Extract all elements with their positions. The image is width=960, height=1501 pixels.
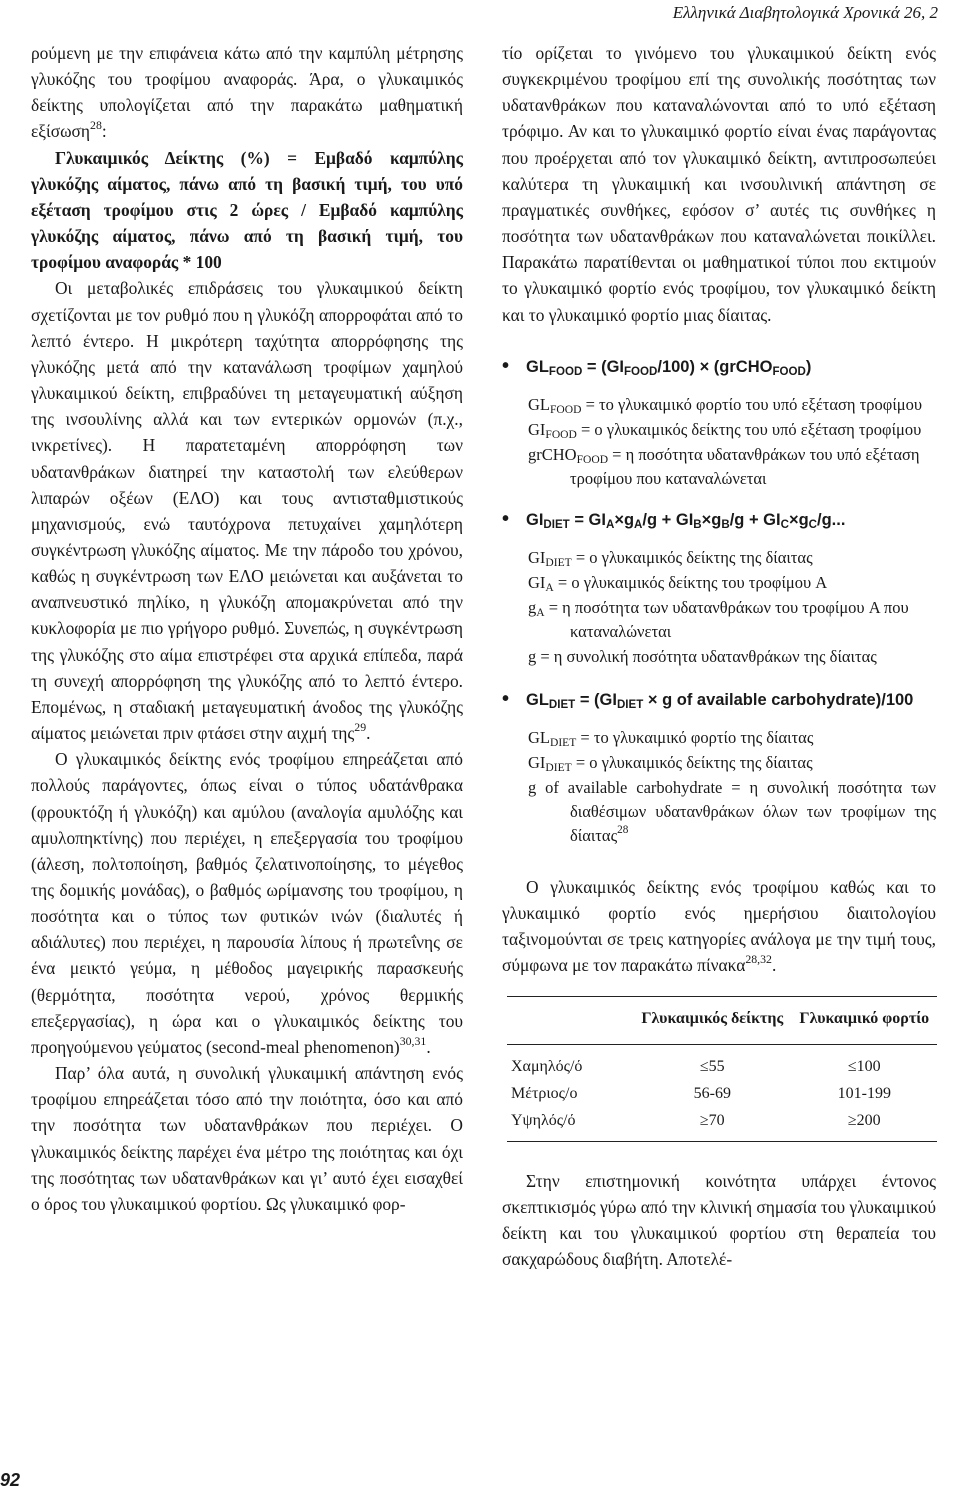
page-number: 92 [0,1470,21,1490]
classification-table [507,996,937,1141]
table-cell: ≥70 [699,1111,725,1129]
table-cell: ≤100 [847,1057,881,1075]
formula-gl-diet: • $GL_{DIET} = (GI_{DIET} \times g$ of available carbohydrate)/100 [502,687,914,711]
running-head: Ελληνικά Διαβητολογικά Χρονικά 26, 2 [672,3,938,22]
table-header-cell [507,997,633,1044]
glycemic-index-formula: Γλυκαιμικός Δείκτης (%) = Εμβαδό καμπύλης γλυκόζης αίματος, πάνω από τη βασική τιμή, του υπό εξέταση τροφίμου στις 2 ώρες / Εμβαδό καμπύλης γλυκόζης αίματος, πάνω από τη βασική τιμή, του τροφίμου αναφοράς * 100 [31,147,463,273]
formula-gi-diet-definitions [502,546,936,669]
paragraph-classification: Ο γλυκαιμικός δείκτης ενός τροφίμου καθώς και το γλυκαιμικό φορτίο ενός ημερήσιου διαιτολογίου ταξινομούνται σε τρεις κατηγορίες ανάλογα με την τιμή τους, σύμφωνα με τον παρακάτω πίνακα$^{28,32}$. [502,876,936,976]
definition-item: $GL_{FOOD} = \tau o$ γλυκαιμικό φορτίο του υπό εξέταση τροφίμου [528,394,923,416]
citation: 28 [617,823,629,836]
definition-item: $GI_A = o$ γλυκαιμικός δείκτης του τροφίμου A [528,572,828,594]
definition-item: grCHO$_{FOOD}$ = η ποσότητα υδατανθράκων του υπό εξέταση τροφίμου που καταναλώνεται [528,444,920,488]
table-cell: Χαμηλός/ό [511,1057,583,1075]
formula-gl-food-definitions [502,393,936,491]
table-row [507,1107,937,1142]
bullet-icon: • [502,687,510,710]
table-cell: 56-69 [693,1084,731,1102]
definition-item: $GL_{DIET} = \tau o$ γλυκαιμικό φορτίο της δίαιτας [528,727,814,749]
right-column [502,40,936,1272]
paragraph-metabolic-effects: Οι μεταβολικές επιδράσεις του γλυκαιμικού δείκτη σχετίζονται με τον ρυθμό που η γλυκόζη απορροφάται από το λεπτό έντερο. Η μικρότερη ταχύτητα απορρόφησης της γλυκόζης μετά από την κατανάλωση τροφίμων χαμηλού γλυκαιμικού δείκτη, επιβραδύνει τη μεταγευματική αύξηση της ινσουλίνης αλλά και των εντερικών ορμονών (π.χ., ινκρετίνες). Η παρατεταμένη απορρόφηση των υδατανθράκων διατηρεί την καταστολή των ελεύθερων λιπαρών οξέων (ΕΛΟ) και τους αντισταθμιστικούς μηχανισμούς, ενώ ταυτόχρονα πετυχαίνει χαμηλότερη συγκέντρωση γλυκόζης αίματος. Με την πάροδο του χρόνου, καθώς η συγκέντρωση των ΕΛΟ μειώνεται και αυξάνεται το αναπνευστικό πηλίκο, η γλυκόζη απομακρύνεται από την κυκλοφορία με πιο γρήγορο ρυθμό. Συνεπώς, η συγκέντρωση της γλυκόζης στο αίμα επιστρέφει στα αρχικά επίπεδα, παρά τη συνεχή απορρόφηση της γλυκόζης από το λεπτό έντερο. Επομένως, η σταδιακή μεταγευματική άνοδος της γλυκόζης αίματος μειώνεται πριν φτάσει στην αιχμή της$^{29}$. [31,278,463,744]
table-row [507,1080,937,1107]
formula-gl-food: • $GL_{FOOD} = (GI_{FOOD}/100)$ × (grCHO$_{FOOD}$) [502,354,812,378]
table-header-cell: Γλυκαιμικός δείκτης [641,1010,784,1028]
bullet-icon: • [502,354,510,377]
citation: 29 [354,720,367,735]
table-row [507,1044,937,1080]
times-icon: × [647,690,658,709]
formula-gl-diet-definitions [502,726,936,848]
paragraph-quality-quantity: Παρ’ όλα αυτά, η συνολική γλυκαιμική απάντηση ενός τροφίμου επηρεάζεται τόσο από την ποιότητα, όσο και από την ποσότητα των υδατανθράκων που περιέχει. Ο γλυκαιμικός δείκτης παρέχει ένα μέτρο της ποιότητας και όχι της ποσότητας των υδατανθράκων και γι’ αυτό έχει εισαχθεί ο όρος του γλυκαιμικού φορτίου. Ως γλυκαιμικό φορ- [31,1063,463,1214]
table-cell: Υψηλός/ό [511,1111,576,1129]
definition-item: g of available carbohydrate = η συνολική ποσότητα των διαθέσιμων υδατανθράκων όλων των τροφίμων της δίαιτας$^{28}$ [528,777,936,845]
citation: 30,31 [399,1033,427,1048]
formula-gi-diet: • $GI_{DIET} = GI_A\times g_A/g + GI_B\times g_B/g + GI_C\times g_C/g$... [502,507,846,531]
table-cell: Μέτριος/ο [511,1084,578,1102]
citation: 28 [90,118,102,133]
table-header-cell: Γλυκαιμικό φορτίο [799,1010,930,1028]
definition-item: $g_A = \eta$ ποσότητα των υδατανθράκων του τροφίμου A που καταναλώνεται [528,597,909,641]
definition-item: $GI_{DIET} = o$ γλυκαιμικός δείκτης της δίαιτας [528,752,813,774]
bullet-icon: • [502,507,510,530]
definition-item: g = η συνολική ποσότητα υδατανθράκων της δίαιτας [528,646,877,666]
table-cell: ≤55 [699,1057,725,1075]
definition-item: $GI_{FOOD} = o$ γλυκαιμικός δείκτης του υπό εξέταση τροφίμου [528,419,922,441]
paragraph-intro: ρούμενη με την επιφάνεια κάτω από την καμπύλη μέτρησης γλυκόζης του τροφίμου αναφοράς. Άρα, ο γλυκαιμικός δείκτης υπολογίζεται από την παρακάτω μαθηματική εξίσωση$^{28}$: [31,43,463,142]
times-icon: × [699,357,710,376]
citation: 28,32 [745,952,772,967]
table-cell: 101-199 [837,1084,891,1102]
left-column [31,40,463,1217]
paragraph-skepticism: Στην επιστημονική κοινότητα υπάρχει έντονος σκεπτικισμός γύρω από την κλινική σημασία του γλυκαιμικού δείκτη και του γλυκαιμικού φορτίου στη θεραπεία του σακχαρώδους διαβήτη. Αποτελέ- [502,1170,936,1269]
definition-item: $GI_{DIET} = o$ γλυκαιμικός δείκτης της δίαιτας [528,547,813,569]
paragraph-glycemic-load: τίο ορίζεται το γινόμενο του γλυκαιμικού δείκτη ενός συγκεκριμένου τροφίμου επί της συνολικής ποσότητας των υδατανθράκων που καταναλώνονται από το υπό εξέταση τρόφιμο. Αν και το γλυκαιμικό φορτίο είναι ένας παράγοντας που προέρχεται από τον γλυκαιμικό δείκτη, αντιπροσωπεύει καλύτερα τη γλυκαιμική και ινσουλινική απάντηση σε πραγματικές συνθήκες, εφόσον σ’ αυτές τις συνθήκες η ποσότητα των υδατανθράκων που καταναλώνεται ποικίλλει. Παρακάτω παρατίθενται οι μαθηματικοί τύποι που εκτιμούν το γλυκαιμικό φορτίο ενός τροφίμου, τον γλυκαιμικό δείκτη και το γλυκαιμικό φορτίο μιας δίαιτας. [502,43,936,325]
table-cell: ≥200 [847,1111,881,1129]
paragraph-factors: Ο γλυκαιμικός δείκτης ενός τροφίμου επηρεάζεται από πολλούς παράγοντες, όπως είναι ο τύπος υδατάνθρακα (φρουκτόζη ή γλυκόζη) και αμύλου (αναλογία αμυλόζης και αμυλοπηκτίνης) που περιέχει, η επεξεργασία του τροφίμου (άλεση, πολτοποίηση, βαθμός ζελατινοποίησης, το μέγεθος της δομικής μονάδας), ο βαθμός ωρίμανσης του τροφίμου, η ποσότητα και ο τύπος των φυτικών ινών (διαλυτές ή αδιάλυτες) που περιέχει, η παρουσία λίπους ή πρωτεΐνης σε ένα μεικτό γεύμα, η μέθοδος μαγειρικής παρασκευής (θερμότητα, ποσότητα νερού, χρόνος θερμικής επεξεργασίας), η ώρα και ο γλυκαιμικός δείκτης του προηγούμενου γεύματος (second-meal phenomenon)$^{30,31}$. [31,749,463,1057]
table-header-row [507,997,937,1044]
